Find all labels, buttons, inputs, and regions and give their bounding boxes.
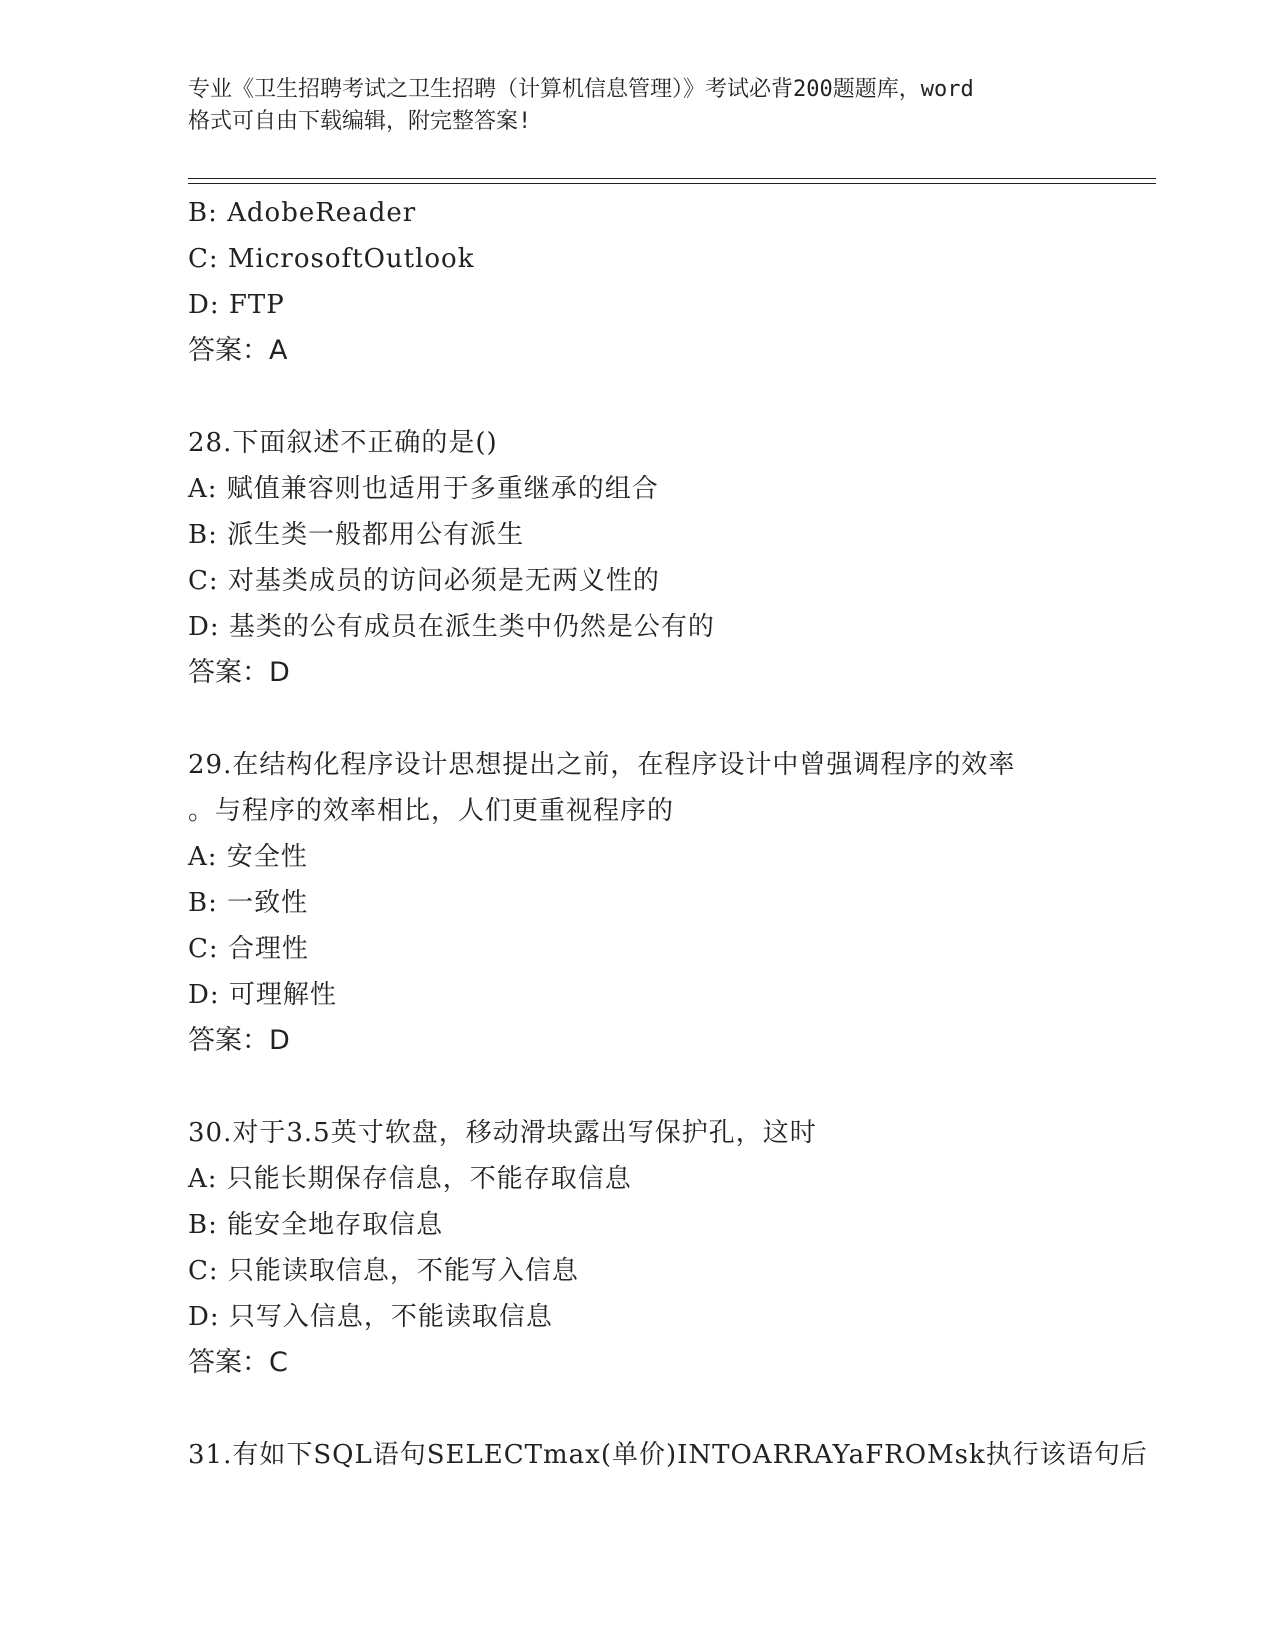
option-a: A: 只能长期保存信息，不能存取信息 xyxy=(188,1164,632,1194)
option-b: B: AdobeReader xyxy=(188,198,417,228)
question-stem-continued: 。与程序的效率相比，人们更重视程序的 xyxy=(188,796,675,826)
header-line-2: 格式可自由下载编辑，附完整答案! xyxy=(188,109,532,134)
question-stem: 29.在结构化程序设计思想提出之前，在程序设计中曾强调程序的效率 xyxy=(188,750,1016,780)
answer-line: 答案：D xyxy=(188,657,290,688)
option-c: C: MicrosoftOutlook xyxy=(188,244,475,274)
answer-line: 答案：D xyxy=(188,1025,290,1056)
question-31 xyxy=(188,1432,1148,1478)
question-29 xyxy=(188,742,1108,1064)
spacer xyxy=(188,696,1108,742)
option-b: B: 能安全地存取信息 xyxy=(188,1210,444,1240)
option-c: C: 只能读取信息，不能写入信息 xyxy=(188,1256,579,1286)
answer-line: 答案：C xyxy=(188,1347,288,1378)
question-30 xyxy=(188,1110,1108,1386)
option-a: A: 安全性 xyxy=(188,842,308,872)
spacer xyxy=(188,1386,1108,1432)
option-d: D: FTP xyxy=(188,290,285,320)
document-header xyxy=(188,74,1088,138)
option-d: D: 只写入信息，不能读取信息 xyxy=(188,1302,553,1332)
spacer xyxy=(188,1064,1108,1110)
question-list xyxy=(188,190,1148,1478)
option-b: B: 派生类一般都用公有派生 xyxy=(188,520,525,550)
question-28 xyxy=(188,420,1108,696)
question-27-continued xyxy=(188,190,1108,374)
answer-line: 答案：A xyxy=(188,335,288,366)
header-divider-top xyxy=(188,178,1156,179)
header-line-1: 专业《卫生招聘考试之卫生招聘（计算机信息管理）》考试必背200题题库，word xyxy=(188,77,974,102)
option-d: D: 基类的公有成员在派生类中仍然是公有的 xyxy=(188,612,715,642)
option-b: B: 一致性 xyxy=(188,888,309,918)
option-c: C: 对基类成员的访问必须是无两义性的 xyxy=(188,566,660,596)
header-divider-bottom xyxy=(188,183,1156,184)
spacer xyxy=(188,374,1108,420)
question-stem: 28.下面叙述不正确的是() xyxy=(188,428,498,458)
question-stem: 31.有如下SQL语句SELECTmax(单价)INTOARRAYaFROMsk执行该语句后 xyxy=(188,1440,1148,1470)
option-d: D: 可理解性 xyxy=(188,980,337,1010)
question-stem: 30.对于3.5英寸软盘，移动滑块露出写保护孔，这时 xyxy=(188,1118,817,1148)
option-a: A: 赋值兼容则也适用于多重继承的组合 xyxy=(188,474,659,504)
option-c: C: 合理性 xyxy=(188,934,309,964)
